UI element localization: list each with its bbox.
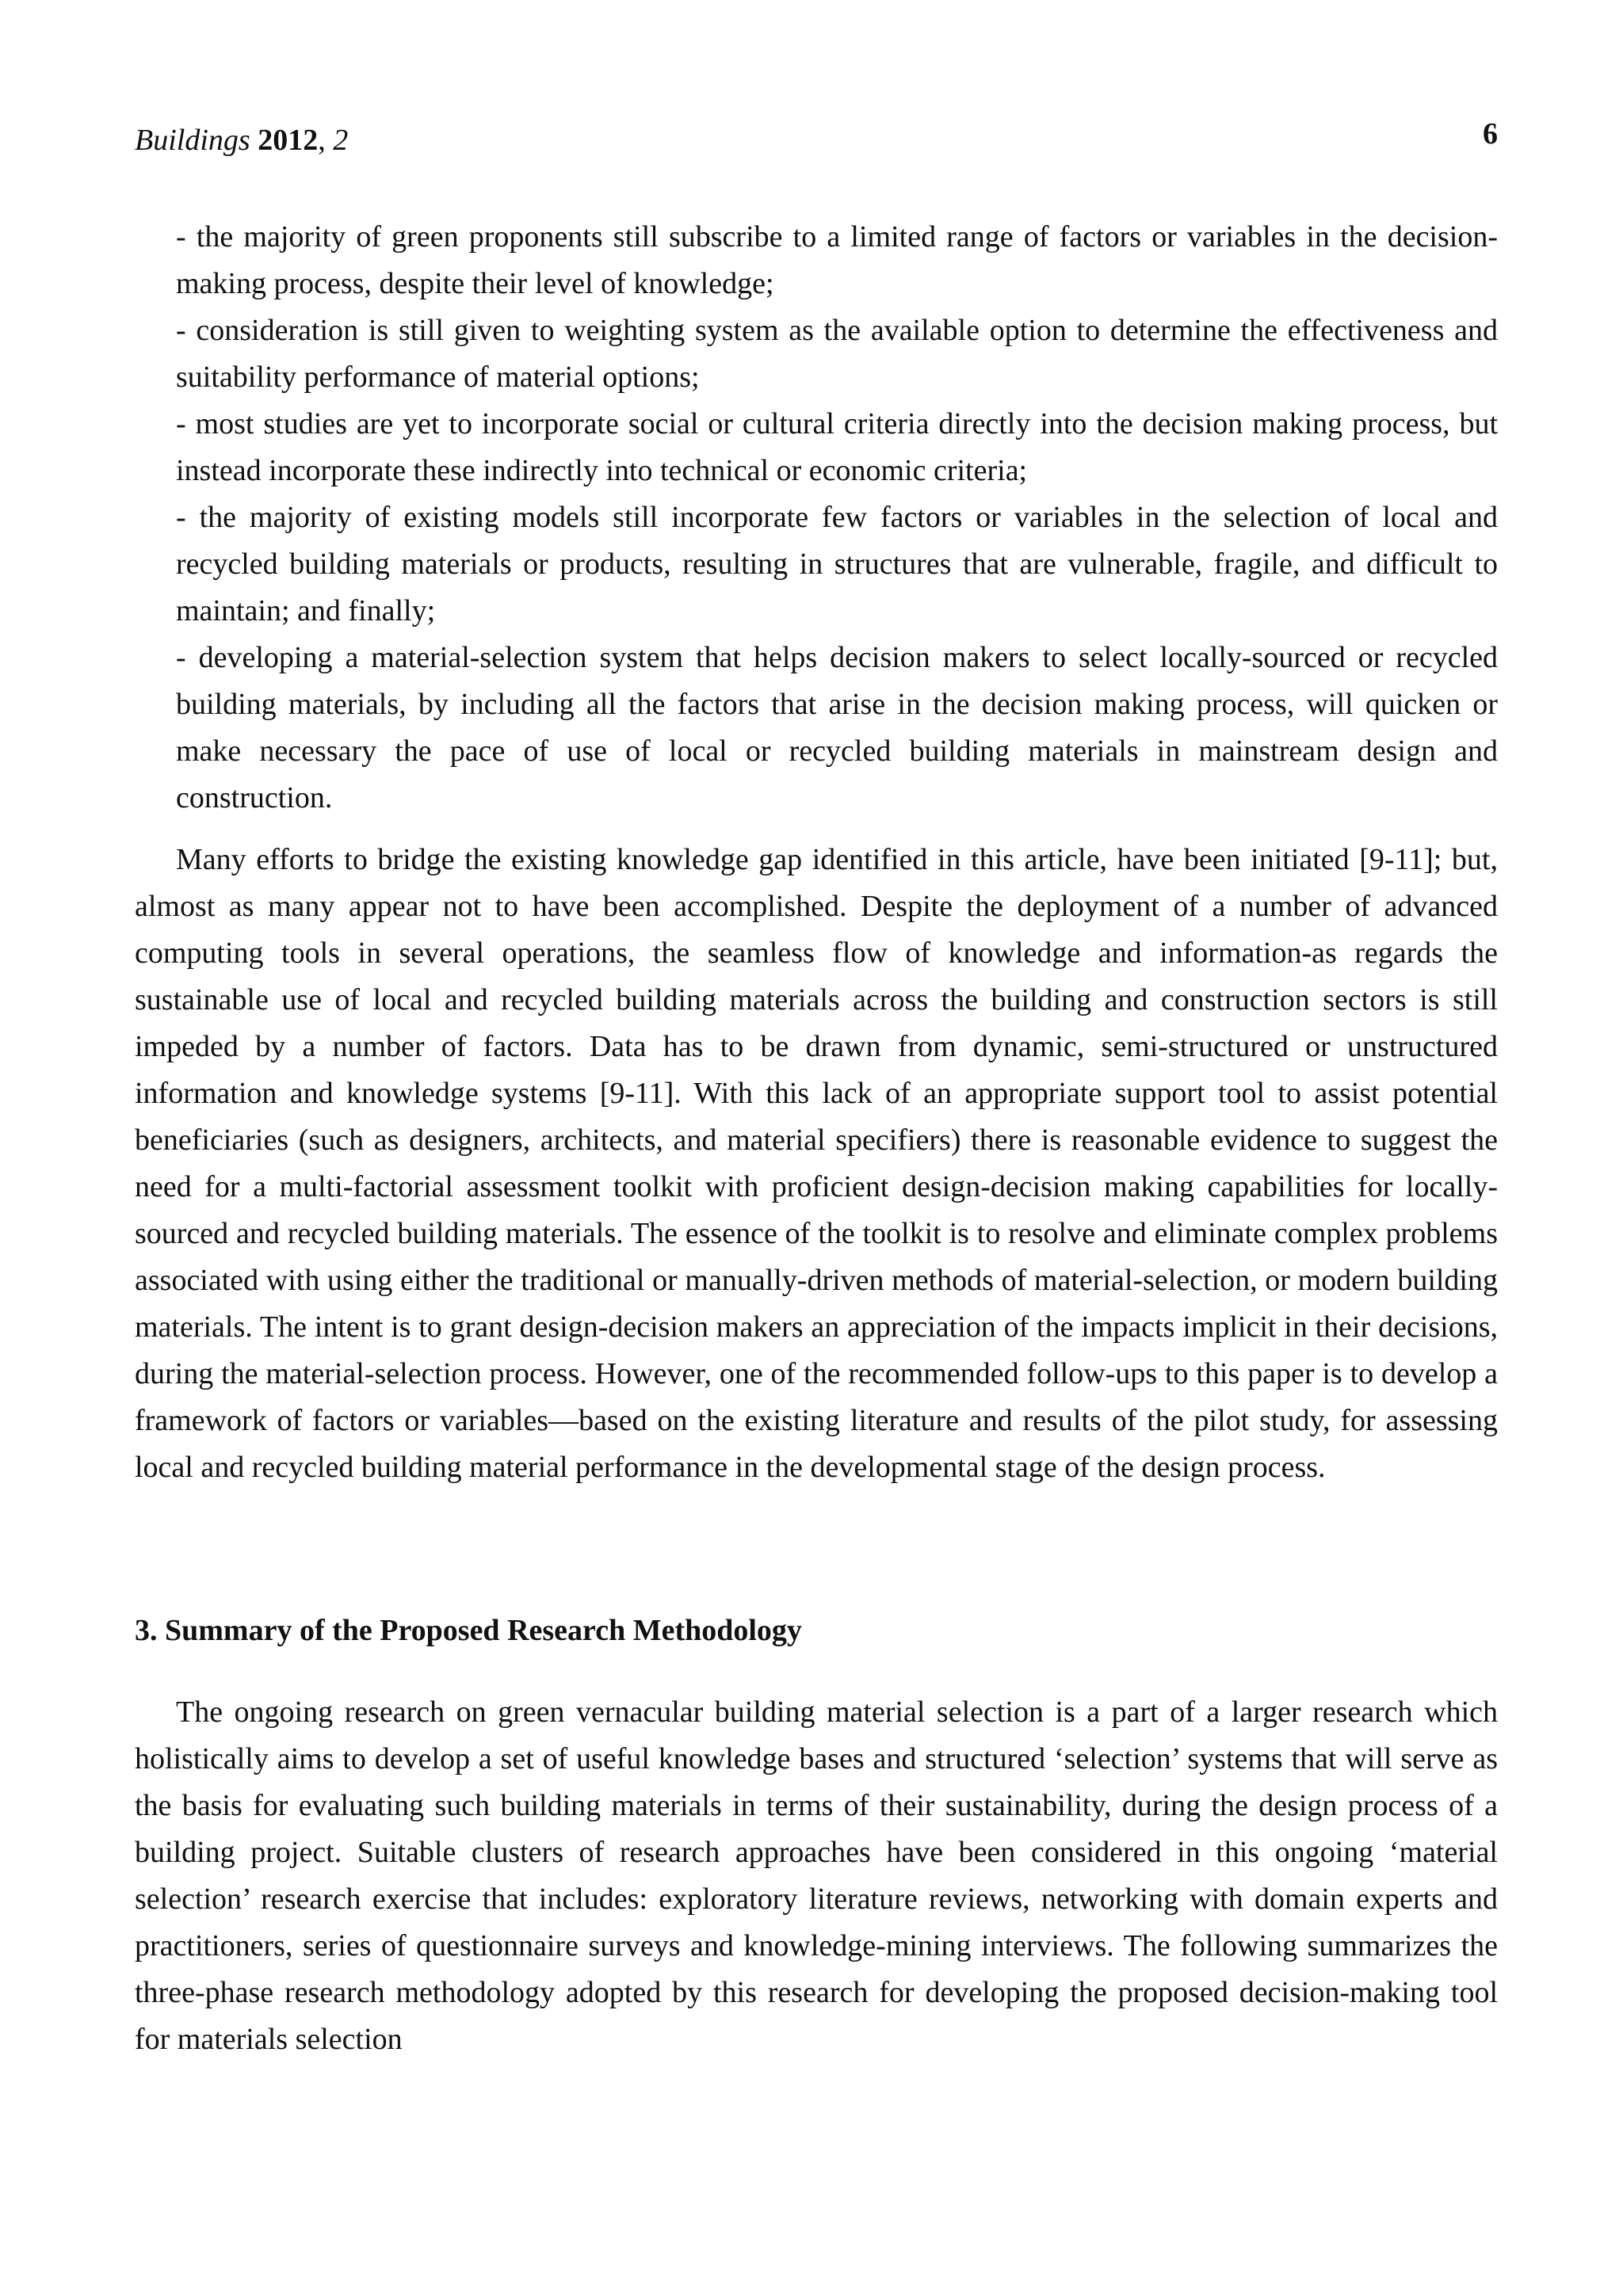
list-item: - the majority of existing models still incorporate few factors or variables in the selection of local and recycled building materials or products, resulting in structures that are vulnerable, fragile, and difficult to maintain; and finally; [176, 501, 1498, 627]
body-paragraph-methodology: The ongoing research on green vernacular building material selection is a part of a larger research which holistically aims to develop a set of useful knowledge bases and structured ‘selection’ systems that will serve as the basis for evaluating such building materials in terms of their sustainability, during the design process of a building project. Suitable clusters of research approaches have been considered in this ongoing ‘material selection’ research exercise that includes: exploratory literature reviews, networking with domain experts and practitioners, series of questionnaire surveys and knowledge-mining interviews. The following summarizes the three-phase research methodology adopted by this research for developing the proposed decision-making tool for materials selection [135, 1695, 1498, 2056]
journal-year: 2012 [258, 124, 319, 157]
findings-list [176, 214, 1498, 822]
list-item: - the majority of green proponents still subscribe to a limited range of factors or variables in the decision-making process, despite their level of knowledge; [176, 220, 1498, 300]
body-paragraph-knowledge-gap: Many efforts to bridge the existing knowledge gap identified in this article, have been initiated [9-11]; but, almost as many appear not to have been accomplished. Despite the deployment of a number of advanced computing tools in several operations, the seamless flow of knowledge and information-as regards the sustainable use of local and recycled building materials across the building and construction sectors is still impeded by a number of factors. Data has to be drawn from dynamic, semi-structured or unstructured information and knowledge systems [9-11]. With this lack of an appropriate support tool to assist potential beneficiaries (such as designers, architects, and material specifiers) there is reasonable evidence to suggest the need for a multi-factorial assessment toolkit with proficient design-decision making capabilities for locally-sourced and recycled building materials. The essence of the toolkit is to resolve and eliminate complex problems associated with using either the traditional or manually-driven methods of material-selection, or modern building materials. The intent is to grant design-decision makers an appreciation of the impacts implicit in their decisions, during the material-selection process. However, one of the recommended follow-ups to this paper is to develop a framework of factors or variables—based on the existing literature and results of the pilot study, for assessing local and recycled building material performance in the developmental stage of the design process. [135, 843, 1498, 1484]
citation-separator: , [318, 124, 334, 157]
list-item: - most studies are yet to incorporate social or cultural criteria directly into the decision making process, but instead incorporate these indirectly into technical or economic criteria; [176, 407, 1498, 487]
journal-volume: 2 [333, 124, 349, 157]
journal-citation [135, 123, 348, 158]
section-heading: 3. Summary of the Proposed Research Methodology [135, 1614, 802, 1647]
running-header [135, 117, 1498, 170]
list-item: - developing a material-selection system that helps decision makers to select locally-sourced or recycled building materials, by including all the factors that arise in the decision making process, will quicken or make necessary the pace of use of local or recycled building materials in mainstream design and construction. [176, 641, 1498, 814]
list-item: - consideration is still given to weighting system as the available option to determine the effectiveness and suitability performance of material options; [176, 314, 1498, 394]
journal-name: Buildings [135, 124, 250, 157]
page-number: 6 [1483, 117, 1498, 151]
